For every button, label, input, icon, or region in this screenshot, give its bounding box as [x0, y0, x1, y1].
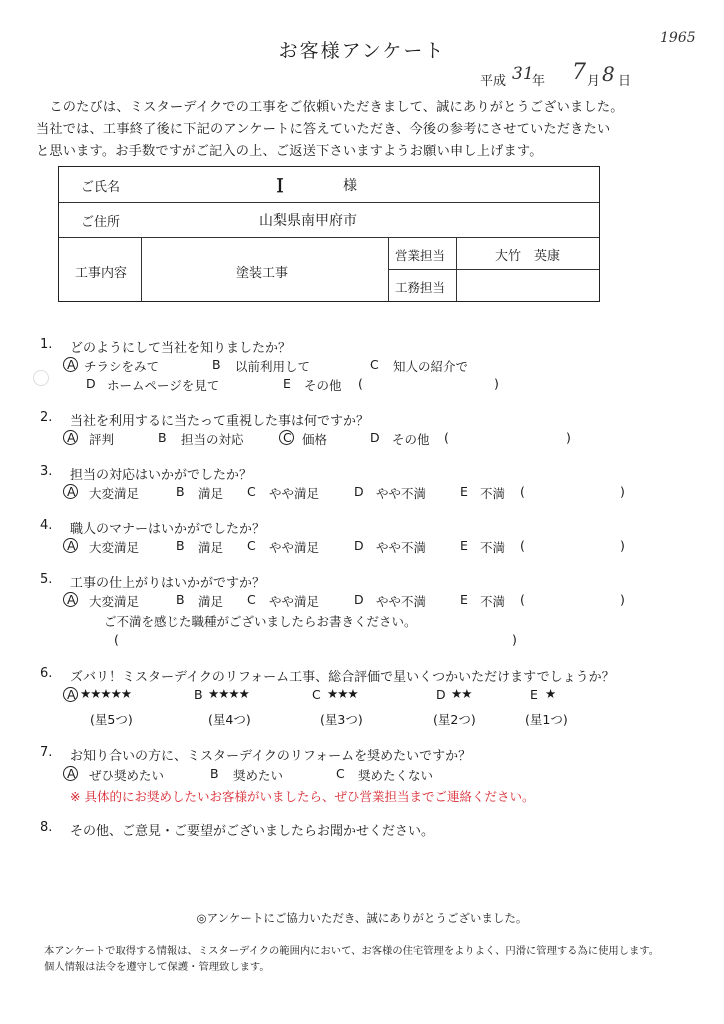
rating-stars: ★★★ — [327, 686, 358, 701]
rating-label: (星4つ) — [208, 712, 251, 727]
option-letter: E — [460, 592, 468, 607]
option-label: 満足 — [198, 540, 224, 555]
paren-open: ( — [444, 430, 449, 445]
paren-open: ( — [358, 376, 363, 391]
option-label: 満足 — [198, 594, 224, 609]
question-number: 4. — [40, 518, 53, 533]
option-letter: D — [354, 592, 364, 607]
option-letter: C — [247, 484, 256, 499]
question-number: 8. — [40, 820, 53, 835]
option-label: 担当の対応 — [181, 432, 244, 447]
question-number: 1. — [40, 337, 53, 352]
page-number: 1965 — [660, 30, 696, 46]
option-letter: E — [460, 538, 468, 553]
option-letter: D — [436, 687, 446, 702]
option-letter: A — [67, 430, 76, 445]
option-letter: D — [370, 430, 380, 445]
work-value: 塗装工事 — [236, 266, 289, 281]
sales-label: 営業担当 — [395, 248, 446, 263]
option-label: 評判 — [89, 432, 115, 447]
sales-value: 大竹 英康 — [495, 249, 561, 264]
date-month: 7 — [572, 60, 586, 85]
intro-line: このたびは、ミスターデイクでの工事をご依頼いただきまして、誠にありがとうございました。 — [36, 100, 624, 115]
customer-info-table — [58, 166, 600, 302]
referral-note: ※ 具体的にお奨めしたいお客様がいましたら、ぜひ営業担当までご連絡ください。 — [70, 789, 535, 804]
date-year-unit: 年 — [532, 74, 546, 89]
option-label: その他 — [304, 378, 342, 393]
rating-label: (星1つ) — [525, 712, 568, 727]
date-day-unit: 日 — [618, 74, 632, 89]
question-text: 工事の仕上がりはいかがですか？ — [70, 576, 266, 591]
option-label: やや満足 — [269, 540, 320, 555]
option-label: やや満足 — [269, 486, 320, 501]
option-letter: D — [354, 538, 364, 553]
option-label: 知人の紹介で — [393, 359, 469, 374]
option-label: ぜひ奨めたい — [89, 768, 165, 783]
option-label: 以前利用して — [235, 359, 311, 374]
question-number: 7. — [40, 745, 53, 760]
paren-open: ( — [520, 592, 525, 607]
rating-stars: ★★★★ — [208, 686, 249, 701]
intro-line: と思います。お手数ですがご記入の上、ご返送下さいますようお願い申し上げます。 — [36, 144, 543, 159]
option-label: やや不満 — [376, 540, 427, 555]
paren-close: ) — [620, 538, 625, 553]
paren-close: ) — [512, 632, 517, 647]
paren-close: ) — [494, 376, 499, 391]
option-letter: C — [312, 687, 321, 702]
option-letter: A — [67, 357, 76, 372]
question-text: お知り合いの方に、ミスターデイクのリフォームを奨めたいですか？ — [70, 749, 472, 764]
option-label: 不満 — [480, 594, 506, 609]
paren-open: ( — [520, 484, 525, 499]
option-letter: E — [283, 376, 291, 391]
paren-close: ) — [620, 592, 625, 607]
rating-label: (星3つ) — [320, 712, 363, 727]
name-suffix: 様 — [343, 178, 357, 194]
option-label: やや不満 — [376, 486, 427, 501]
option-label: 不満 — [480, 540, 506, 555]
rating-label: (星5つ) — [90, 712, 133, 727]
paren-close: ) — [620, 484, 625, 499]
question-text: どのようにして当社を知りましたか？ — [70, 341, 292, 356]
option-letter: A — [67, 592, 76, 607]
option-letter: C — [247, 538, 256, 553]
option-letter: E — [530, 687, 538, 702]
option-label: 満足 — [198, 486, 224, 501]
works-label: 工務担当 — [395, 280, 446, 295]
page-title: お客様アンケート — [278, 40, 446, 62]
rating-stars: ★★ — [451, 686, 472, 701]
rating-stars: ★ — [545, 686, 556, 701]
paren-open: ( — [520, 538, 525, 553]
rating-stars: ★★★★★ — [80, 686, 132, 701]
paren-close: ) — [566, 430, 571, 445]
option-letter: A — [67, 538, 76, 553]
punch-hole-mark — [33, 370, 49, 386]
privacy-notice: 本アンケートで取得する情報は、ミスターデイクの範囲内において、お客様の住宅管理をよりよく、円滑に管理する為に使用します。 — [44, 945, 660, 957]
option-letter: C — [283, 430, 292, 445]
question-number: 2. — [40, 410, 53, 425]
date-year: 31 — [512, 64, 534, 84]
name-label: ご氏名 — [81, 180, 121, 195]
question-text: 担当の対応はいかがでしたか？ — [70, 468, 253, 483]
question-number: 3. — [40, 464, 53, 479]
name-value: Ｉ — [271, 176, 289, 197]
date-day: 8 — [602, 62, 615, 86]
option-letter: E — [460, 484, 468, 499]
option-letter: C — [247, 592, 256, 607]
address-label: ご住所 — [81, 215, 121, 230]
option-label: 大変満足 — [89, 486, 140, 501]
address-value: 山梨県南甲府市 — [259, 213, 357, 229]
sub-question: ご不満を感じた職種がございましたらお書きください。 — [104, 614, 417, 629]
rating-label: (星2つ) — [433, 712, 476, 727]
date-era: 平成 — [480, 74, 507, 89]
option-label: 大変満足 — [89, 540, 140, 555]
option-letter: D — [86, 376, 96, 391]
option-letter: B — [176, 538, 185, 553]
option-label: やや満足 — [269, 594, 320, 609]
option-letter: A — [67, 687, 76, 702]
question-text: 職人のマナーはいかがでしたか？ — [70, 522, 266, 537]
option-label: その他 — [392, 432, 430, 447]
thanks-line: ◎アンケートにご協力いただき、誠にありがとうございました。 — [196, 911, 528, 925]
option-letter: B — [212, 357, 221, 372]
option-label: チラシをみて — [84, 359, 160, 374]
option-letter: B — [176, 484, 185, 499]
option-letter: A — [67, 484, 76, 499]
option-letter: B — [176, 592, 185, 607]
date-month-unit: 月 — [587, 74, 601, 89]
option-label: 大変満足 — [89, 594, 140, 609]
question-text: その他、ご意見・ご要望がございましたらお聞かせください。 — [70, 824, 435, 839]
option-label: ホームページを見て — [107, 378, 220, 393]
option-label: 奨めたい — [233, 768, 284, 783]
option-label: 奨めたくない — [358, 768, 434, 783]
option-letter: D — [354, 484, 364, 499]
option-label: やや不満 — [376, 594, 427, 609]
option-letter: B — [158, 430, 167, 445]
option-letter: C — [370, 357, 379, 372]
question-text: 当社を利用するに当たって重視した事は何ですか？ — [70, 414, 370, 429]
privacy-notice: 個人情報は法令を遵守して保護・管理致します。 — [44, 961, 270, 973]
question-text: ズバリ！ミスターデイクのリフォーム工事、総合評価で星いくつかいただけますでしょうか？ — [70, 670, 615, 685]
work-label: 工事内容 — [75, 266, 128, 281]
paren-open: ( — [114, 632, 119, 647]
option-letter: B — [210, 766, 219, 781]
option-label: 価格 — [302, 432, 328, 447]
option-letter: B — [194, 687, 203, 702]
question-number: 5. — [40, 572, 53, 587]
option-letter: A — [67, 766, 76, 781]
option-letter: C — [336, 766, 345, 781]
intro-line: 当社では、工事終了後に下記のアンケートに答えていただき、今後の参考にさせていただきたい — [36, 122, 611, 137]
option-label: 不満 — [480, 486, 506, 501]
question-number: 6. — [40, 666, 53, 681]
